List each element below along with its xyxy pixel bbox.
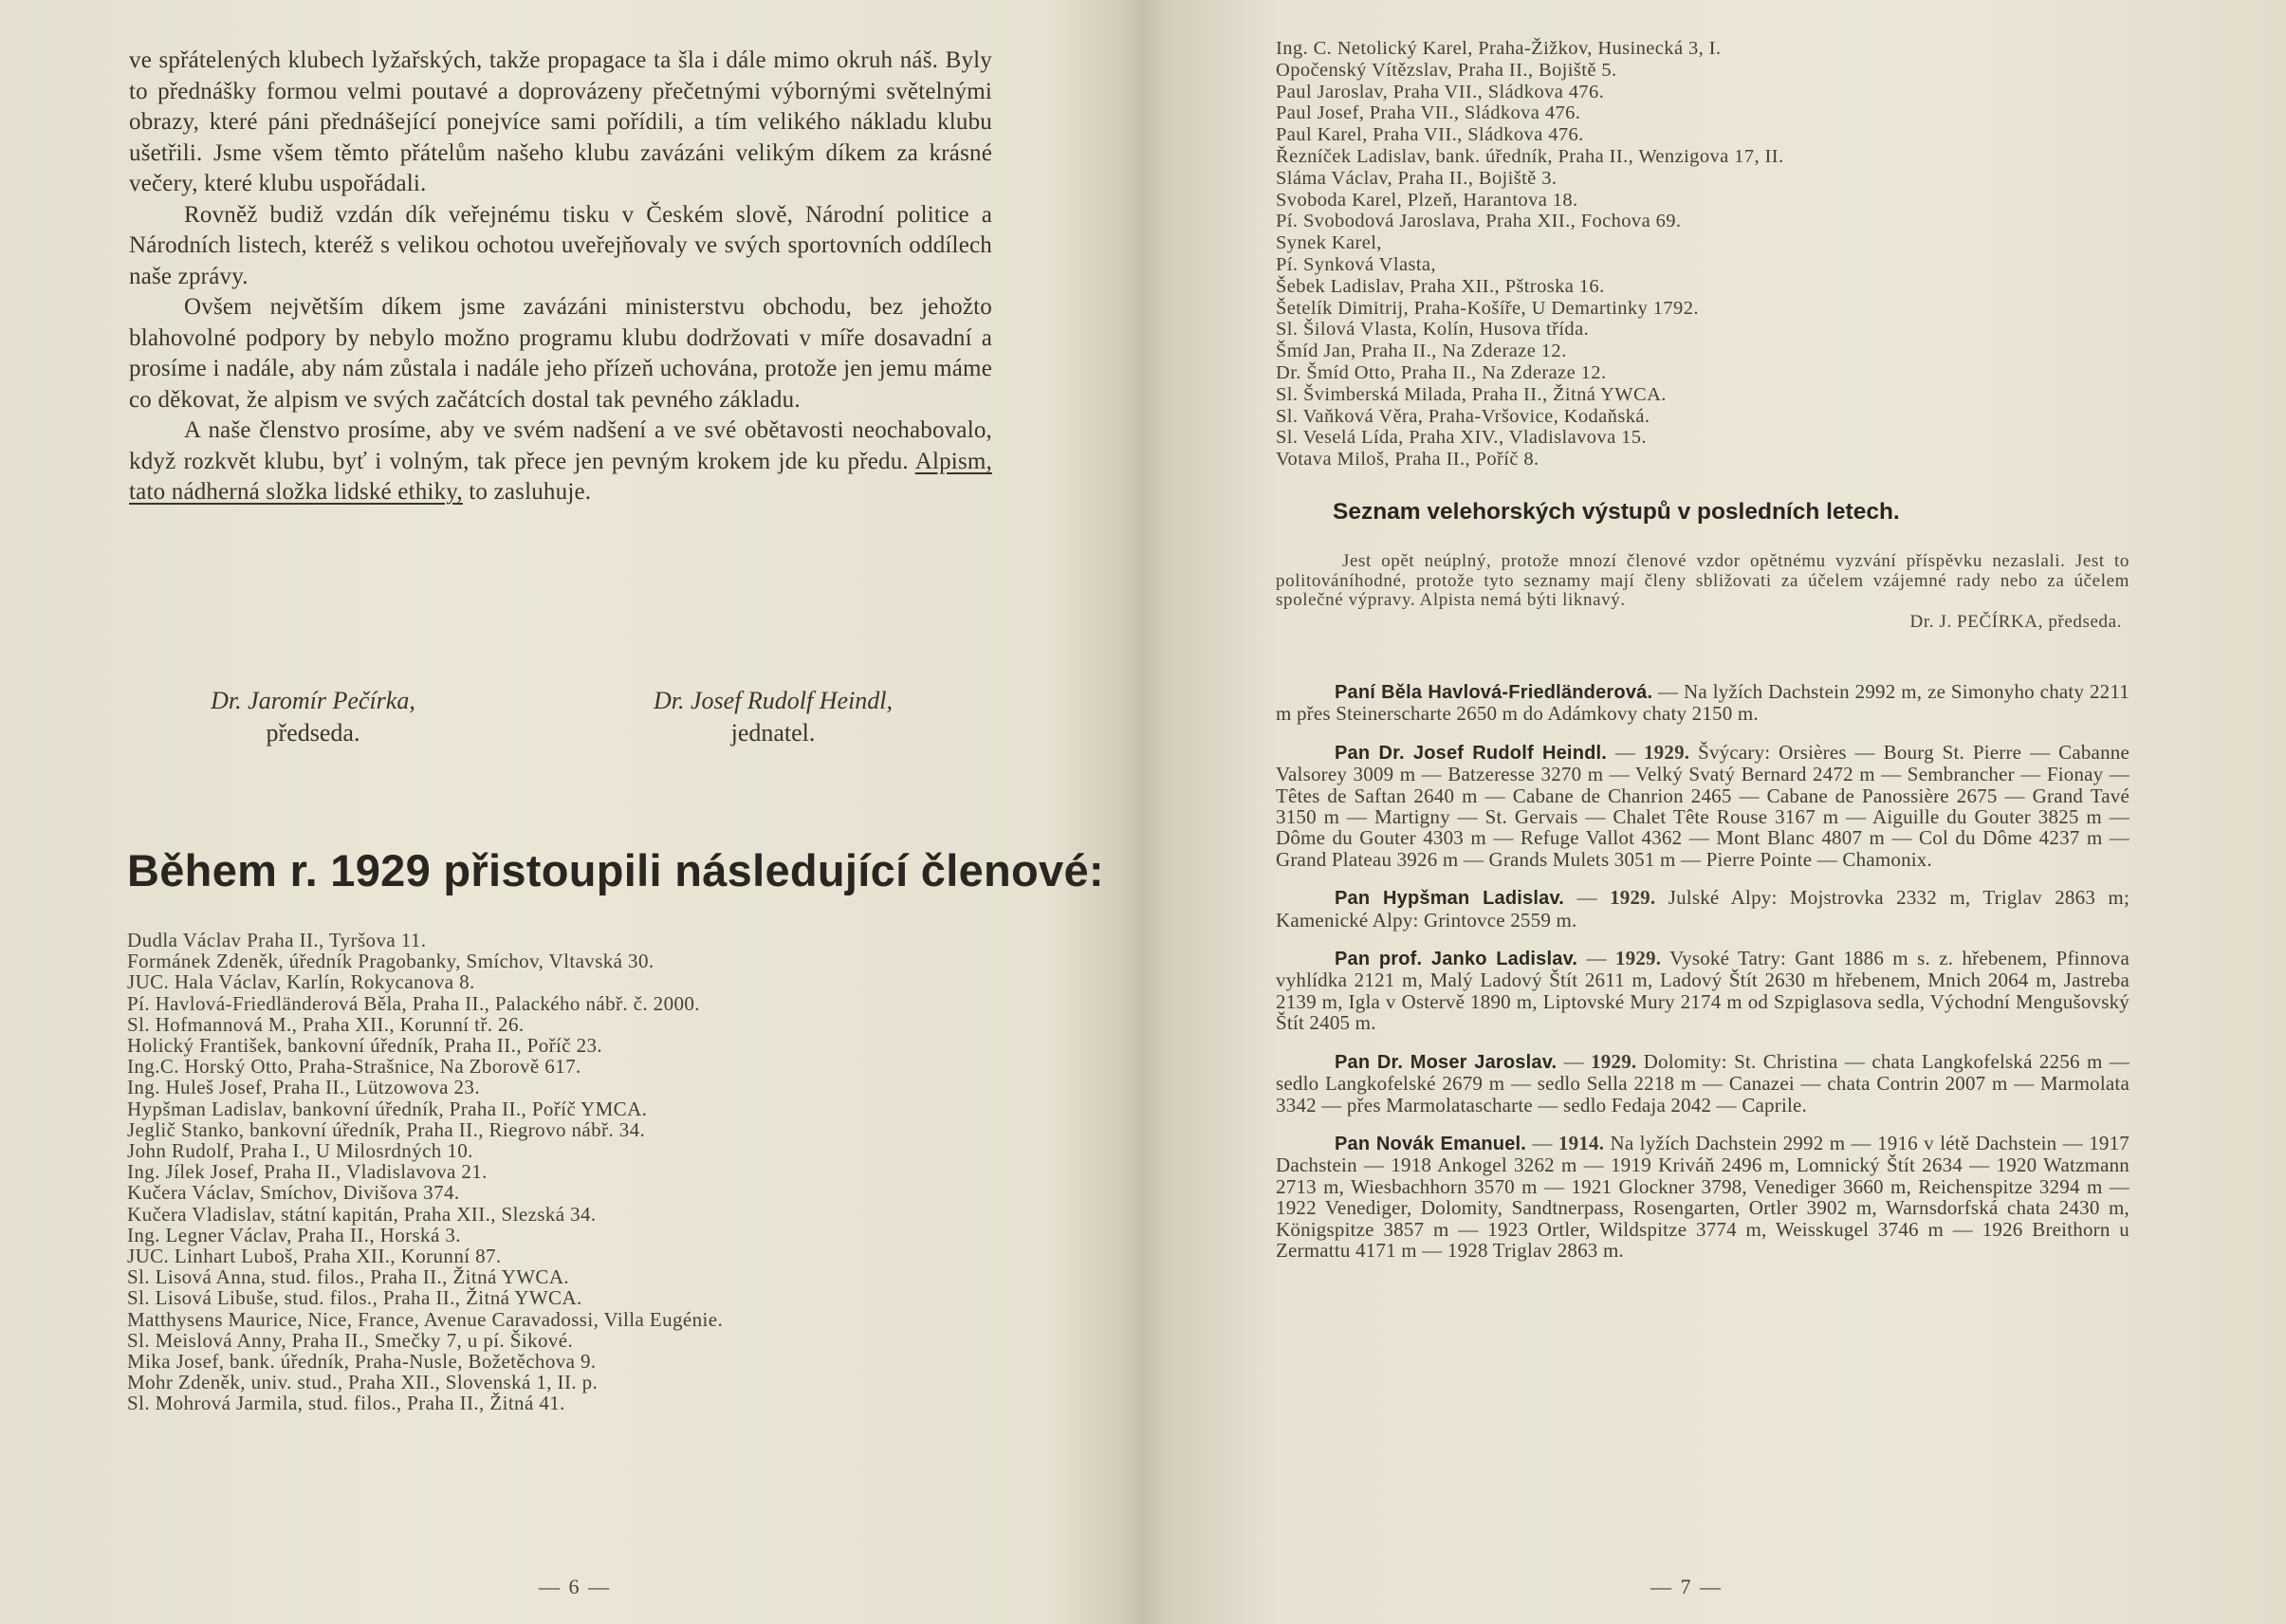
- list-item: JUC. Linhart Luboš, Praha XII., Korunní 87.: [127, 1245, 502, 1268]
- paragraph: Rovněž budiž vzdán dík veřejnému tisku v Českém slově, Národní politice a Národních listech, kteréž s velikou ochotou uveřejňovaly ve svých sportovních oddílech naše zprávy.: [129, 201, 992, 289]
- report-text: [129, 46, 992, 508]
- list-item: Šebek Ladislav, Praha XII., Pštroska 16.: [1276, 275, 1605, 297]
- list-item: Pí. Havlová-Friedländerová Běla, Praha II., Palackého nábř. č. 2000.: [127, 991, 700, 1015]
- climber-name: Paní Běla Havlová-Friedländerová.: [1335, 682, 1653, 703]
- new-members-list-continued: [1276, 38, 2129, 471]
- climb-entry: Pan Hypšman Ladislav. — 1929. Julské Alpy: Mojstrovka 2332 m, Triglav 2863 m; Kamenické Alpy: Grintovce 2559 m.: [1276, 886, 2129, 932]
- intro-signature: Dr. J. PEČÍRKA, předseda.: [1909, 611, 2122, 632]
- climbs-list: [1276, 681, 2129, 1278]
- list-item: Mohr Zdeněk, univ. stud., Praha XII., Slovenská 1, II. p.: [127, 1371, 599, 1394]
- page-7: [1143, 0, 2286, 1624]
- climb-text: Julské Alpy: Mojstrovka 2332 m, Triglav 2863 m; Kamenické Alpy: Grintovce 2559 m.: [1276, 886, 2129, 932]
- climb-entry: Pan Dr. Moser Jaroslav. — 1929. Dolomity: St. Christina — chata Langkofelská 2256 m — sedlo Langkofelské 2679 m — sedlo Sella 2218 m — Canazei — chata Contrin 2007 m — Marmolata 3342 — přes Marmolatascharte — sedlo Fedaja 2042 — Caprile.: [1276, 1049, 2130, 1116]
- list-item: Ing.C. Horský Otto, Praha-Strašnice, Na Zborově 617.: [127, 1055, 581, 1079]
- page-number: — 7 —: [1650, 1575, 1723, 1598]
- list-item: Sl. Meislová Anny, Praha II., Smečky 7, u pí. Šikové.: [127, 1328, 574, 1352]
- signature-name: Dr. Jaromír Pečírka,: [211, 687, 415, 714]
- climber-name: Pan Novák Emanuel.: [1335, 1133, 1527, 1154]
- list-item: Ing. C. Netolický Karel, Praha-Žižkov, Husinecká 3, I.: [1276, 38, 1722, 59]
- climber-name: Pan Dr. Josef Rudolf Heindl.: [1335, 742, 1608, 764]
- climber-name: Pan Dr. Moser Jaroslav.: [1335, 1051, 1558, 1073]
- list-item: Hypšman Ladislav, bankovní úředník, Praha II., Poříč YMCA.: [127, 1097, 648, 1120]
- page-number: — 6 —: [539, 1575, 611, 1598]
- closing-text: A naše členstvo prosíme, aby ve svém nadšení a ve své obětavosti neochabovalo, když rozkvět klubu, byť i volným, tak přece jen pevným krokem jde ku předu.: [129, 417, 992, 474]
- paragraph: ve spřátelených klubech lyžařských, takže propagace ta šla i dále mimo okruh náš. Byly to přednášky formou velmi poutavé a doprovázeny přečetnými výbornými světelnými obrazy, které páni přednášející ponejvíce sami pořídili, a tím velikého nákladu klubu ušetřili. Jsme všem těmto přátelům našeho klubu zavázáni velikým díkem za krásné večery, které klubu uspořádali.: [129, 47, 992, 196]
- list-item: Sl. Lisová Anna, stud. filos., Praha II., Žitná YWCA.: [127, 1265, 570, 1289]
- list-item: Paul Karel, Praha VII., Sládkova 476.: [1276, 124, 1584, 146]
- list-item: Matthysens Maurice, Nice, France, Avenue Caravadossi, Villa Eugénie.: [127, 1307, 724, 1331]
- list-item: Šetelík Dimitrij, Praha-Košíře, U Demartinky 1792.: [1276, 297, 1699, 319]
- climb-text: Vysoké Tatry: Gant 1886 m s. z. hřebenem, Pfinnova vyhlídka 2121 m, Malý Ladový Štít 2611 m, Ladový Štít 2630 m hřebenem, Mnich 2064 m, Jastreba 2139 m, Igla v Ostervě 1890 m, Liptovské Mury 2174 m od Szpiglasova sedla, Východní Mengušovský Štít 2405 m.: [1276, 947, 2129, 1035]
- climb-entry: Pan Novák Emanuel. — 1914. Na lyžích Dachstein 2992 m — 1916 v létě Dachstein — 1917 Dachstein — 1918 Ankogel 3262 m — 1919 Kriváň 2496 m, Lomnický Štít 2634 — 1920 Watzmann 2713 m, Wiesbachhorn 3570 m — 1921 Glockner 3798, Venediger 3660 m, Reichenspitze 3294 m — 1922 Venediger, Dolomity, Sandtnerpass, Rosengarten, Ortler 3902 m, Warnsdorfská chata 2430 m, Königspitze 3857 m — 1923 Ortler, Wildspitze 3774 m, Weisskugel 3746 m — 1926 Breithorn u Zermattu 4171 m — 1928 Triglav 2863 m.: [1276, 1131, 2130, 1262]
- climb-text: Na lyžích Dachstein 2992 m — 1916 v létě Dachstein — 1917 Dachstein — 1918 Ankogel 3262 m — 1919 Kriváň 2496 m, Lomnický Štít 2634 — 1920 Watzmann 2713 m, Wiesbachhorn 3570 m — 1921 Glockner 3798, Venediger 3660 m, Reichenspitze 3294 m — 1922 Venediger, Dolomity, Sandtnerpass, Rosengarten, Ortler 3902 m, Warnsdorfská chata 2430 m, Königspitze 3857 m — 1923 Ortler, Wildspitze 3774 m, Weisskugel 3746 m — 1926 Breithorn u Zermattu 4171 m — 1928 Triglav 2863 m.: [1276, 1131, 2130, 1262]
- list-item: JUC. Hala Václav, Karlín, Rokycanova 8.: [127, 970, 475, 994]
- signature-role: jednatel.: [730, 719, 816, 747]
- climb-text: Švýcary: Orsières — Bourg St. Pierre — Cabanne Valsorey 3009 m — Batzeresse 3270 m — Velký Svatý Bernard 2472 m — Sembrancher — Fionay — Têtes de Saftan 2640 m — Cabane de Chanrion 2465 — Cabane de Panossière 2675 — Grand Tavé 3150 m — Martigny — St. Gervais — Chalet Tête Rouse 3167 m — Aiguille du Gouter 3825 m — Dôme du Gouter 4303 m — Refuge Vallot 4362 — Mont Blanc 4807 m — Col du Dôme 4237 m — Grand Plateau 3926 m — Grands Mulets 3051 m — Pierre Pointe — Chamonix.: [1276, 740, 2129, 871]
- closing-tail: to zasluhuje.: [469, 479, 592, 505]
- list-item: Paul Josef, Praha VII., Sládkova 476.: [1276, 102, 1581, 124]
- climb-year: 1929.: [1643, 740, 1690, 764]
- list-item: Ing. Huleš Josef, Praha II., Lützowova 23.: [127, 1076, 480, 1099]
- new-members-list: [127, 930, 1000, 1414]
- list-item: Kučera Václav, Smíchov, Divišova 374.: [127, 1181, 460, 1205]
- list-item: Sl. Hofmannová M., Praha XII., Korunní tř. 26.: [127, 1012, 525, 1036]
- list-item: Holický František, bankovní úředník, Praha II., Poříč 23.: [127, 1034, 603, 1058]
- list-item: Jeglič Stanko, bankovní úředník, Praha II., Riegrovo nábř. 34.: [127, 1117, 646, 1141]
- list-item: Svoboda Karel, Plzeň, Harantova 18.: [1276, 189, 1578, 211]
- signature-name: Dr. Josef Rudolf Heindl,: [653, 687, 894, 714]
- list-item: Sl. Mohrová Jarmila, stud. filos., Praha II., Žitná 41.: [127, 1392, 565, 1415]
- climber-name: Pan prof. Janko Ladislav.: [1335, 949, 1578, 970]
- climb-entry: [1276, 681, 2129, 725]
- paragraph-closing: [129, 415, 992, 508]
- paragraph: Ovšem největším díkem jsme zavázáni ministerstvu obchodu, bez jehožto blahovolné podpory by nebylo možno programu klubu dodržovati v míře dosavadní a prosíme i nadále, aby nám zůstala i nadále jeho přízeň uchována, protože jen jemu máme co děkovat, že alpism ve svých začátcích dostal tak pevného základu.: [129, 294, 992, 413]
- list-item: Paul Jaroslav, Praha VII., Sládkova 476.: [1276, 81, 1605, 102]
- list-item: Ing. Jílek Josef, Praha II., Vladislavova 21.: [127, 1160, 488, 1184]
- climb-year: 1929.: [1610, 886, 1656, 910]
- list-item: Sl. Šilová Vlasta, Kolín, Husova třída.: [1276, 319, 1590, 341]
- list-item: Sl. Veselá Lída, Praha XIV., Vladislavova 15.: [1276, 427, 1647, 449]
- list-item: Pí. Svobodová Jaroslava, Praha XII., Fochova 69.: [1276, 211, 1682, 232]
- climb-entry: Pan prof. Janko Ladislav. — 1929. Vysoké Tatry: Gant 1886 m s. z. hřebenem, Pfinnova vyhlídka 2121 m, Malý Ladový Štít 2611 m, Ladový Štít 2630 m hřebenem, Mnich 2064 m, Jastreba 2139 m, Igla v Ostervě 1890 m, Liptovské Mury 2174 m od Szpiglasova sedla, Východní Mengušovský Štít 2405 m.: [1276, 947, 2129, 1035]
- list-item: Sláma Václav, Praha II., Bojiště 3.: [1276, 167, 1558, 189]
- list-item: Ing. Legner Václav, Praha II., Horská 3.: [127, 1223, 461, 1246]
- new-members-heading: Během r. 1929 přistoupili následující členové:: [127, 845, 1104, 895]
- list-item: John Rudolf, Praha I., U Milosrdných 10.: [127, 1139, 473, 1163]
- list-item: Mika Josef, bank. úředník, Praha-Nusle, Božetěchova 9.: [127, 1350, 597, 1374]
- list-item: Sl. Švimberská Milada, Praha II., Žitná YWCA.: [1276, 383, 1667, 405]
- list-item: Sl. Vaňková Věra, Praha-Vršovice, Kodaňská.: [1276, 405, 1650, 427]
- climb-year: 1929.: [1591, 1049, 1637, 1073]
- list-item: Synek Karel,: [1276, 232, 1382, 254]
- signature-role: předseda.: [266, 719, 360, 747]
- list-item: Řezníček Ladislav, bank. úředník, Praha II., Wenzigova 17, II.: [1276, 145, 1784, 167]
- list-item: Šmíd Jan, Praha II., Na Zderaze 12.: [1276, 341, 1567, 362]
- signature-chairman: [142, 685, 484, 749]
- climb-text: Dolomity: St. Christina — chata Langkofelská 2256 m — sedlo Langkofelské 2679 m — sedlo Sella 2218 m — Canazei — chata Contrin 2007 m — Marmolata 3342 — přes Marmolatascharte — sedlo Fedaja 2042 — Caprile.: [1276, 1049, 2130, 1116]
- list-item: Sl. Lisová Libuše, stud. filos., Praha II., Žitná YWCA.: [127, 1286, 582, 1310]
- list-item: Formánek Zdeněk, úředník Pragobanky, Smíchov, Vltavská 30.: [127, 950, 654, 973]
- list-item: Votava Miloš, Praha II., Poříč 8.: [1276, 449, 1539, 471]
- climb-text: — Na lyžích Dachstein 2992 m, ze Simonyho chaty 2211 m přes Steinerscharte 2650 m do Adámkovy chaty 2150 m.: [1276, 680, 2129, 726]
- signature-secretary: [579, 685, 968, 749]
- climber-name: Pan Hypšman Ladislav.: [1335, 888, 1565, 910]
- climbs-intro: [1276, 552, 2129, 632]
- climbs-heading: Seznam velehorských výstupů v posledních letech.: [1333, 499, 1900, 525]
- list-item: Pí. Synková Vlasta,: [1276, 253, 1436, 275]
- intro-text: Jest opět neúplný, protože mnozí členové vzdor opětnému vyzvání příspěvku nezaslali. Jest to politováníhodné, protože tyto seznamy mají členy sbližovati za účelem vzájemné rady nebo za účelem společné výpravy. Alpista nemá býti liknavý.: [1276, 551, 2129, 610]
- climb-entry: Pan Dr. Josef Rudolf Heindl. — 1929. Švýcary: Orsières — Bourg St. Pierre — Cabanne Valsorey 3009 m — Batzeresse 3270 m — Velký Svatý Bernard 2472 m — Sembrancher — Fionay — Têtes de Saftan 2640 m — Cabane de Chanrion 2465 — Cabane de Panossière 2675 — Grand Tavé 3150 m — Martigny — St. Gervais — Chalet Tête Rouse 3167 m — Aiguille du Gouter 3825 m — Dôme du Gouter 4303 m — Refuge Vallot 4362 — Mont Blanc 4807 m — Col du Dôme 4237 m — Grand Plateau 3926 m — Grands Mulets 3051 m — Pierre Pointe — Chamonix.: [1276, 740, 2129, 871]
- climb-year: 1929.: [1614, 947, 1662, 970]
- climb-year: 1914.: [1558, 1131, 1605, 1154]
- list-item: Dudla Václav Praha II., Tyršova 11.: [127, 929, 427, 951]
- list-item: Kučera Vladislav, státní kapitán, Praha XII., Slezská 34.: [127, 1202, 597, 1226]
- underlined-phrase: Alpism, tato nádherná složka lidské ethiky,: [129, 448, 992, 505]
- list-item: Dr. Šmíd Otto, Praha II., Na Zderaze 12.: [1276, 361, 1607, 383]
- list-item: Opočenský Vítězslav, Praha II., Bojiště 5.: [1276, 59, 1617, 81]
